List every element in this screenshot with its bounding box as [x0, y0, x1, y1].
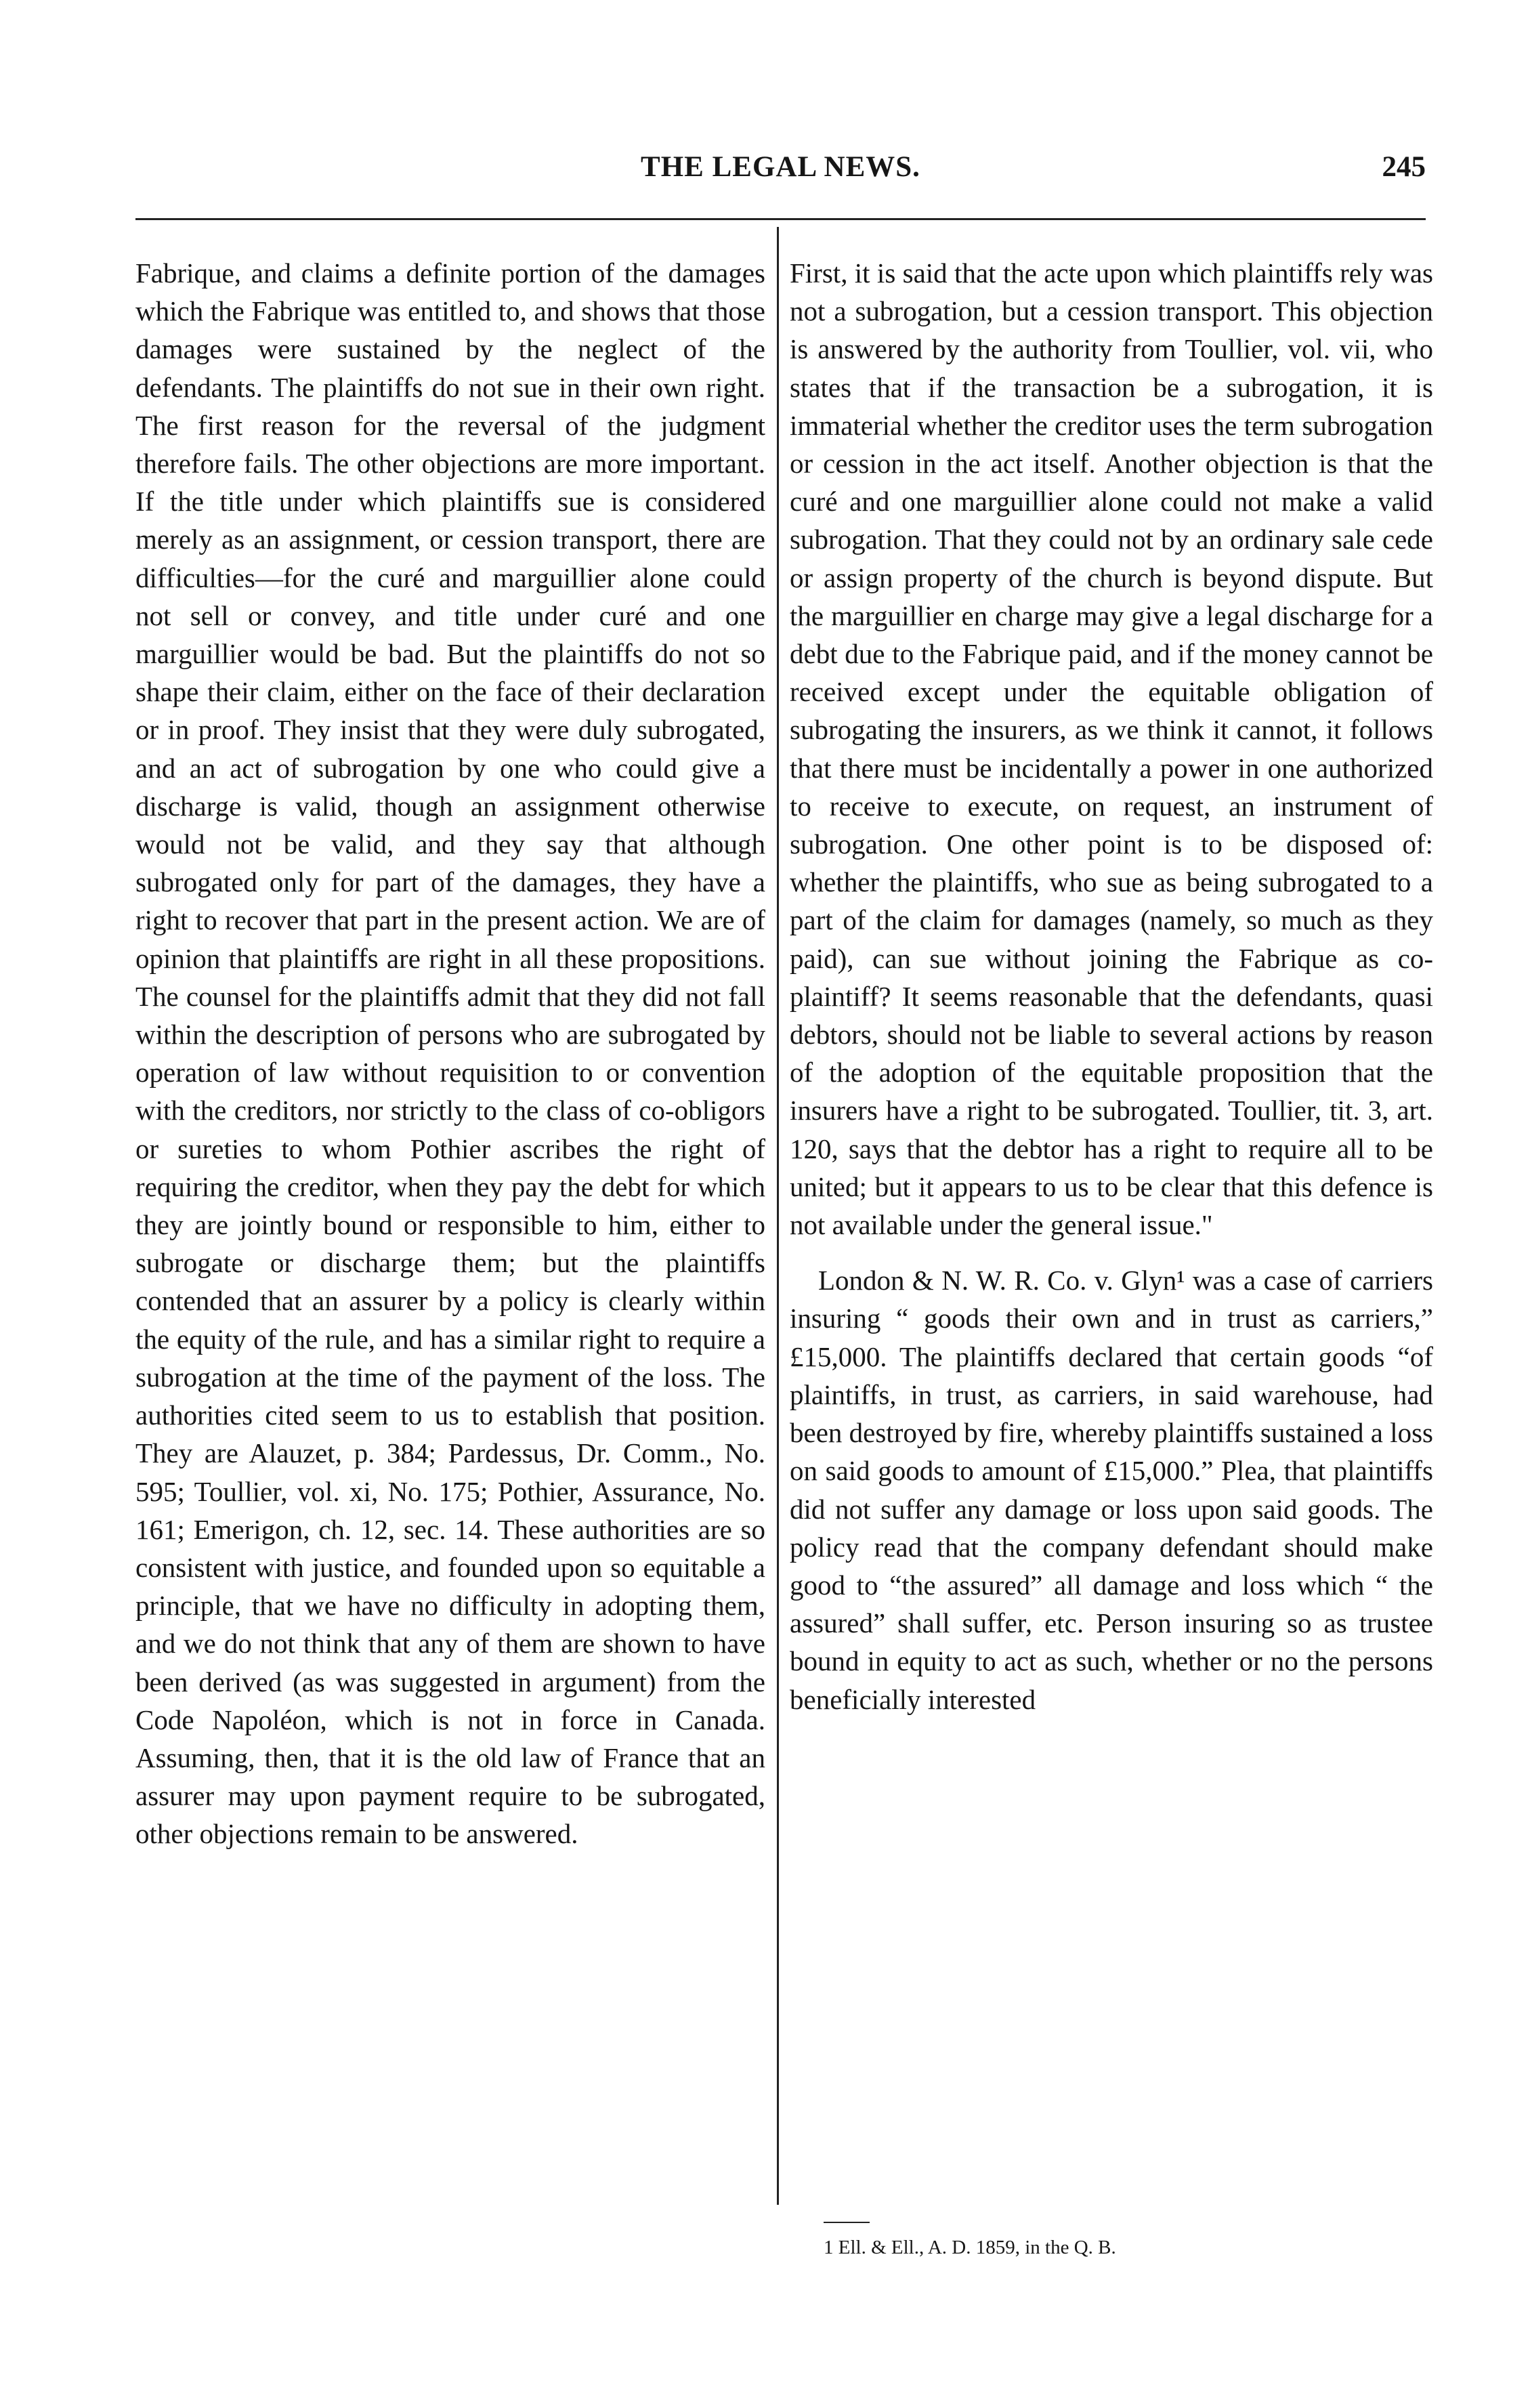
header-rule: [135, 218, 1426, 220]
right-paragraph-2: London & N. W. R. Co. v. Glyn¹ was a case of carriers insuring “ goods their own and in trust as carriers,” £15,000. The plaintiffs declared that certain goods “of plaintiffs, in trust, as carriers, in said warehouse, had been destroyed by fire, whereby plaintiffs sustained a loss on said goods to amount of £15,000.” Plea, that plaintiffs did not suffer any damage or loss upon said goods. The policy read that the company defendant should make good to “the assured” all damage and loss which “ the assured” shall suffer, etc. Person insuring so as trustee bound in equity to act as such, whether or no the persons beneficially interested: [790, 1265, 1433, 1715]
left-column: [135, 254, 765, 1853]
running-head: [135, 150, 1426, 198]
page-number: 245: [1382, 151, 1426, 183]
left-paragraph: Fabrique, and claims a definite portion of the damages which the Fabrique was entitled to, and shows that those damages were sustained by the neglect of the defendants. The plaintiffs do not sue in their own right. The first reason for the reversal of the judgment therefore fails. The other objections are more important. If the title under which plaintiffs sue is considered merely as an assignment, or cession transport, there are difficulties—for the curé and marguillier alone could not sell or convey, and title under curé and one marguillier would be bad. But the plaintiffs do not so shape their claim, either on the face of their declaration or in proof. They insist that they were duly subrogated, and an act of subrogation by one who could give a discharge is valid, though an assignment otherwise would not be valid, and they say that although subrogated only for part of the damages, they have a right to recover that part in the present action. We are of opinion that plaintiffs are right in all these propositions. The counsel for the plaintiffs admit that they did not fall within the description of persons who are subrogated by operation of law without requisition to or convention with the creditors, nor strictly to the class of co-obligors or sureties to whom Pothier ascribes the right of requiring the creditor, when they pay the debt for which they are jointly bound or responsible to him, either to subrogate or discharge them; but the plaintiffs contended that an assurer by a policy is clearly within the equity of the rule, and has a similar right to require a subrogation at the time of the payment of the loss. The authorities cited seem to us to establish that position. They are Alauzet, p. 384; Pardessus, Dr. Comm., No. 595; Toullier, vol. xi, No. 175; Pothier, Assurance, No. 161; Emerigon, ch. 12, sec. 14. These authorities are so consistent with justice, and founded upon so equitable a principle, that we have no difficulty in adopting them, and we do not think that any of them are shown to have been derived (as was suggested in argument) from the Code Napoléon, which is not in force in Canada. Assuming, then, that it is the old law of France that an assurer may upon payment require to be subrogated, other objections remain to be answered.: [135, 257, 765, 1850]
journal-title: THE LEGAL NEWS.: [641, 151, 920, 183]
right-column: [790, 254, 1433, 1718]
right-paragraph-1: First, it is said that the acte upon which plaintiffs rely was not a subrogation, but a cession transport. This objection is answered by the authority from Toullier, vol. vii, who states that if the transaction be a subrogation, it is immaterial whether the creditor uses the term subrogation or cession in the act itself. Another objection is that the curé and one marguillier alone could not make a valid subrogation. That they could not by an ordinary sale cede or assign property of the church is beyond dispute. But the marguillier en charge may give a legal discharge for a debt due to the Fabrique paid, and if the money cannot be received except under the equitable obligation of subrogating the insurers, as we think it cannot, it follows that there must be incidentally a power in one authorized to receive to execute, on request, an instrument of subrogation. One other point is to be disposed of: whether the plaintiffs, who sue as being subrogated to a part of the claim for damages (namely, so much as they paid), can sue without joining the Fabrique as co-plaintiff? It seems reasonable that the defendants, quasi debtors, should not be liable to several actions by reason of the adoption of the equitable proposition that the insurers have a right to be subrogated. Toullier, tit. 3, art. 120, says that the debtor has a right to require all to be united; but it appears to us to be clear that this defence is not available under the general issue.": [790, 257, 1433, 1241]
footnote-rule: [824, 2222, 870, 2223]
column-divider: [777, 227, 779, 2205]
footnote: [824, 2234, 1420, 2261]
footnote-text: 1 Ell. & Ell., A. D. 1859, in the Q. B.: [824, 2237, 1116, 2258]
